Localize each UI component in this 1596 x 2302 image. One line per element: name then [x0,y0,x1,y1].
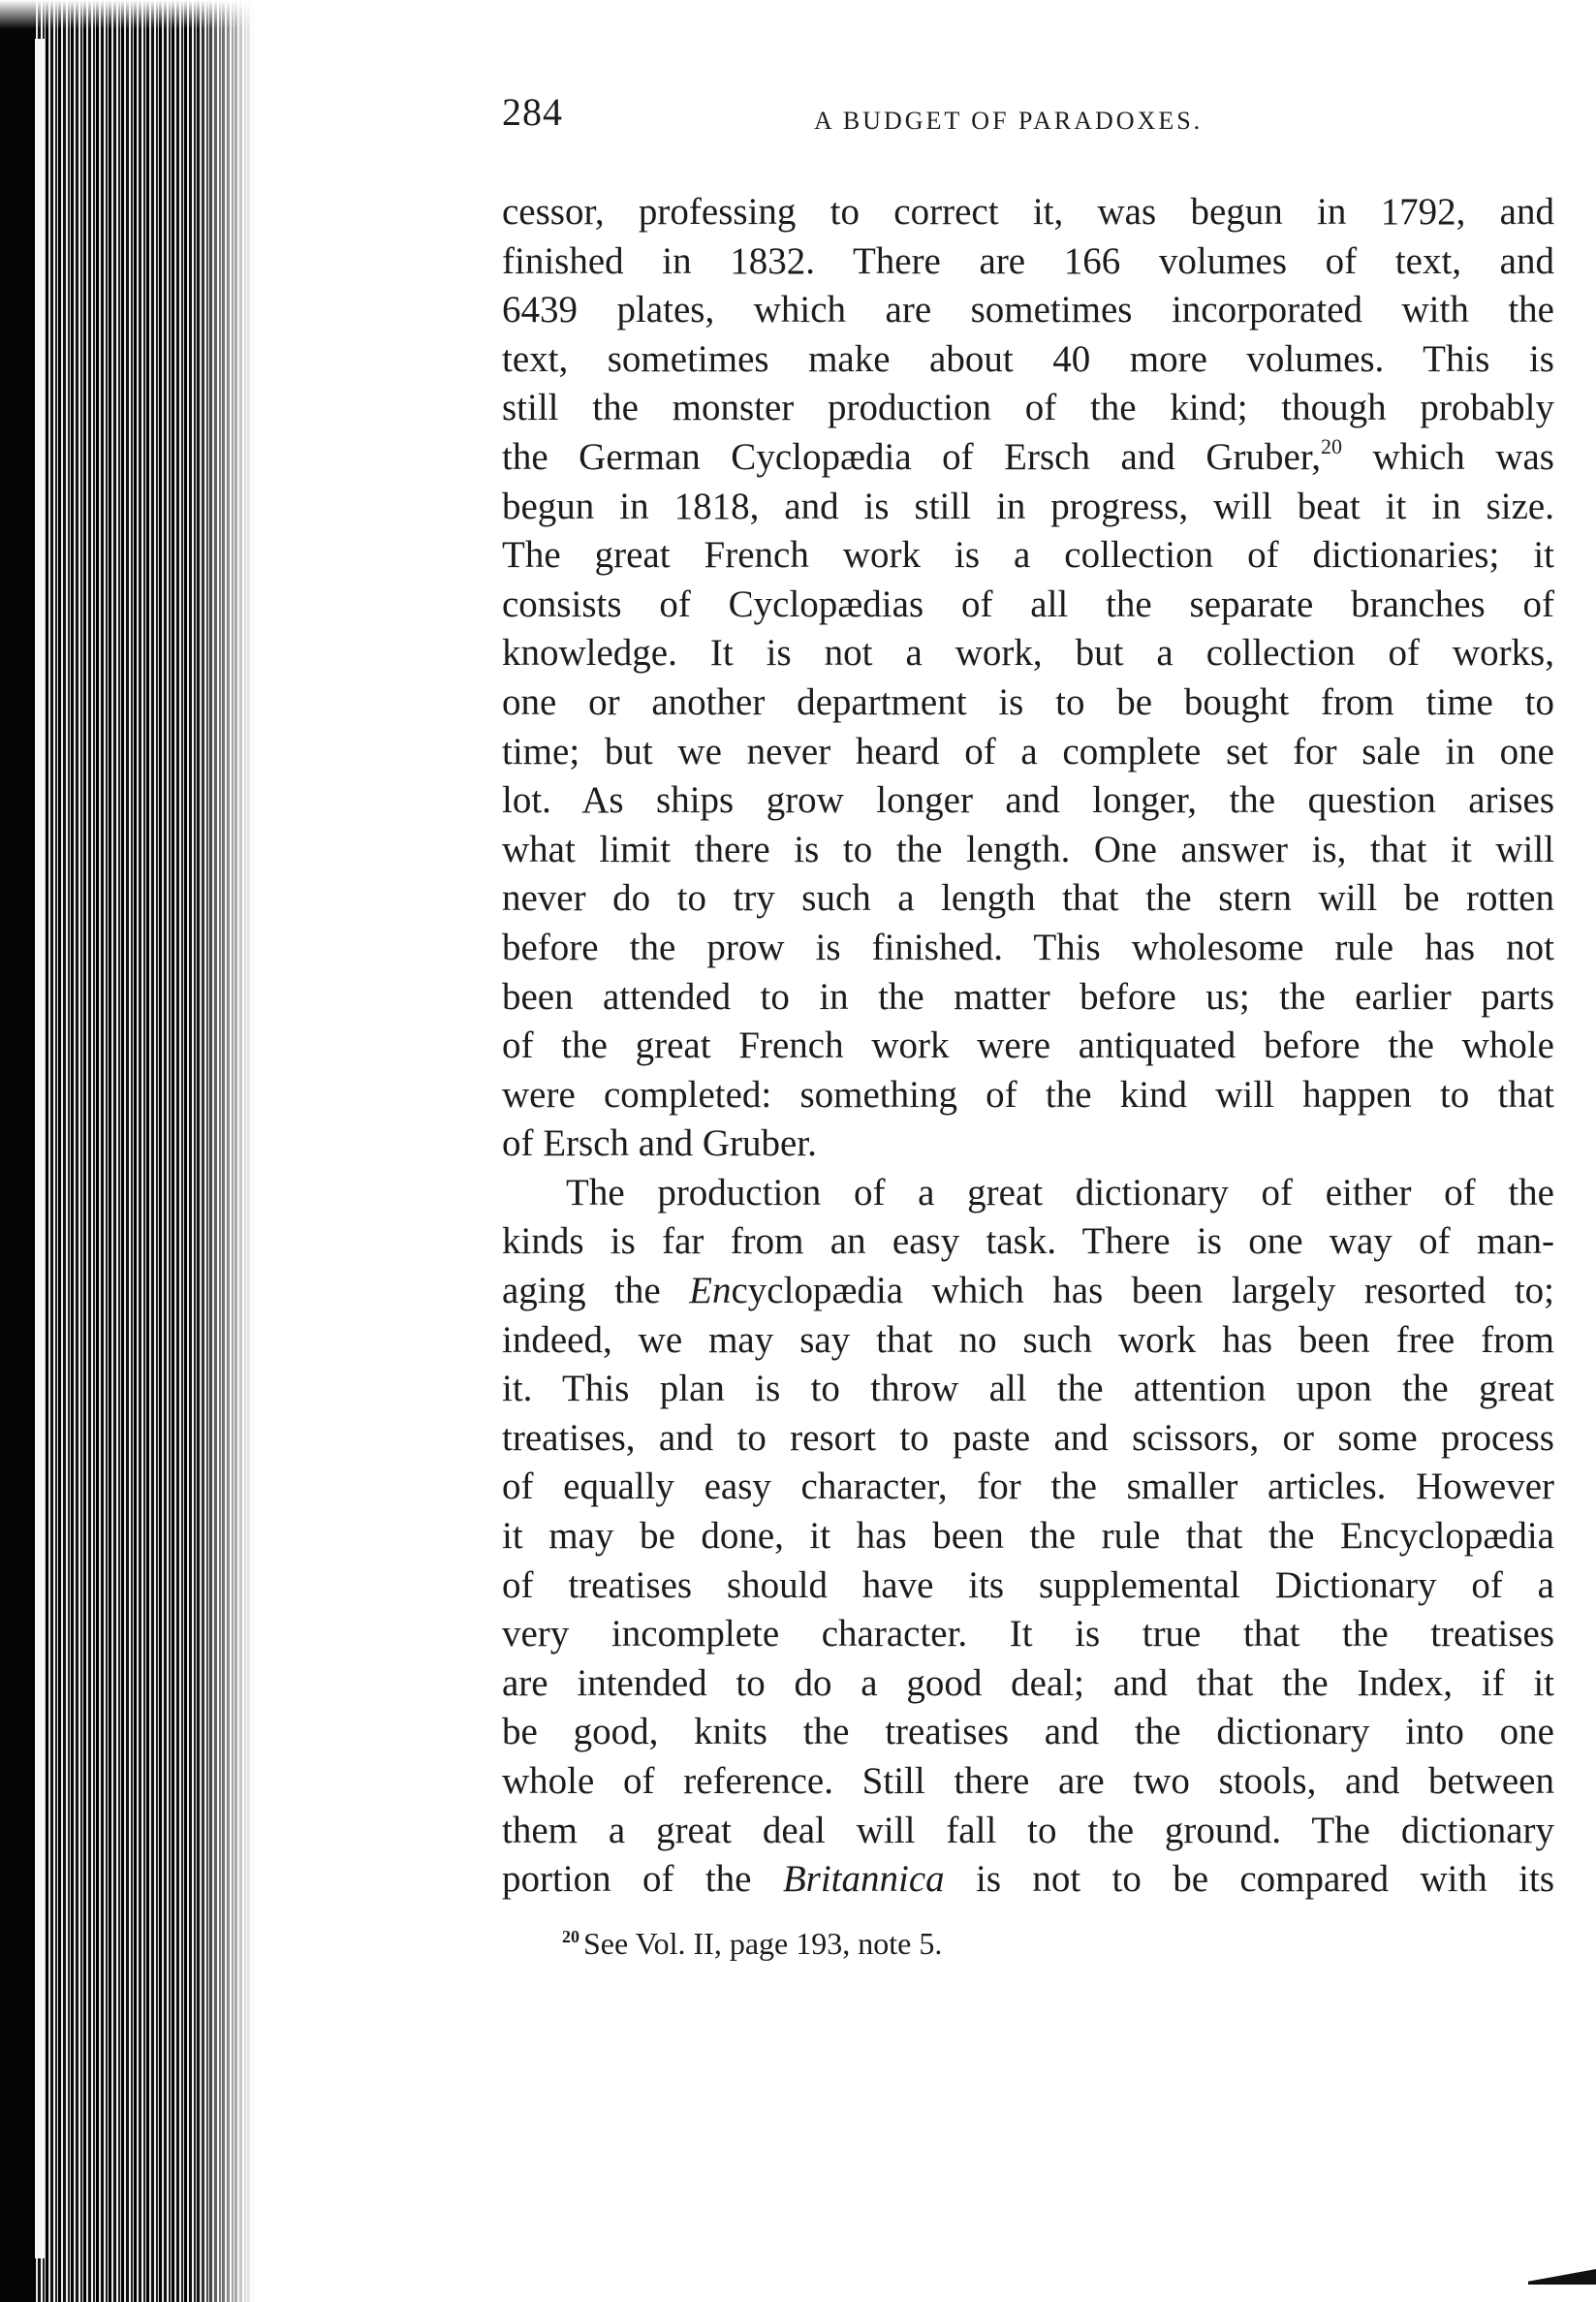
text-line: begun in 1818, and is still in progress, will beat it in size. [502,485,1554,527]
text-line: cessor, professing to correct it, was begun in 1792, and [502,191,1554,233]
text-line: never do to try such a length that the stern will be rotten [502,877,1554,920]
footnote-text: See Vol. II, page 193, note 5. [583,1926,943,1961]
text-line: treatises, and to resort to paste and scissors, or some process [502,1416,1554,1459]
text-line: of the great French work were antiquated before the whole [502,1025,1554,1067]
text-line: what limit there is to the length. One answer is, that it will [502,828,1554,870]
text-segment: is not to be compared with its [944,1858,1554,1901]
text-line: time; but we never heard of a complete set for sale in one [502,730,1554,773]
text-segment: the German Cyclopædia of Ersch and Gruber, [502,435,1321,478]
text-line: of Ersch and Gruber. [502,1122,817,1165]
text-line: it may be done, it has been the rule that the Encyclopædia [502,1515,1554,1558]
page-header [502,89,1553,147]
footnote-mark: 20 [562,1927,579,1946]
text-line: lot. As ships grow longer and longer, the question arises [502,779,1554,822]
text-line: before the prow is finished. This wholesome rule has not [502,926,1554,968]
text-line: were completed: something of the kind will happen to that [502,1073,1554,1116]
footnote-reference: 20 [1320,433,1342,458]
text-line: The production of a great dictionary of either of the [566,1171,1554,1214]
running-head: A BUDGET OF PARADOXES. [814,107,1204,135]
footnote [562,1926,942,1962]
text-line: whole of reference. Still there are two stools, and between [502,1760,1554,1802]
text-line: them a great deal will fall to the ground. The dictionary [502,1809,1554,1851]
page-corner-mark [1528,2269,1596,2285]
italic-text: En [689,1270,732,1312]
text-line: are intended to do a good deal; and that the Index, if it [502,1661,1554,1704]
text-line: of treatises should have its supplemental Dictionary of a [502,1563,1554,1606]
text-line: knowledge. It is not a work, but a collection of works, [502,632,1554,675]
book-edge-highlight [35,39,45,2258]
text-line: be good, knits the treatises and the dictionary into one [502,1711,1554,1753]
body-text [502,188,1554,1905]
text-line: still the monster production of the kind; though probably [502,387,1554,429]
text-line: The great French work is a collection of dictionaries; it [502,534,1554,577]
text-line: 6439 plates, which are sometimes incorporated with the [502,289,1554,331]
text-segment: aging the [502,1270,690,1312]
book-edge-top [0,0,254,29]
text-segment: which was [1341,435,1554,478]
text-line: it. This plan is to throw all the attention upon the great [502,1368,1554,1410]
text-line [502,1267,1554,1316]
text-segment: cyclopædia which has been largely resorted to; [731,1270,1554,1312]
text-line: finished in 1832. There are 166 volumes of text, and [502,239,1554,282]
text-line [502,1855,1554,1905]
text-line [502,433,1554,483]
text-line: consists of Cyclopædias of all the separate branches of [502,583,1554,625]
italic-text: Britannica [782,1858,945,1901]
text-segment: portion of the [502,1858,783,1901]
text-line: of equally easy character, for the smaller articles. However [502,1466,1554,1508]
book-cover-edge [0,0,33,2302]
text-line: been attended to in the matter before us; the earlier parts [502,975,1554,1018]
text-line: very incomplete character. It is true that the treatises [502,1613,1554,1656]
text-line: text, sometimes make about 40 more volumes. This is [502,337,1554,380]
text-line: kinds is far from an easy task. There is one way of man- [502,1220,1554,1263]
page-number: 284 [502,90,563,134]
book-edge-shadow [194,0,254,2302]
text-line: indeed, we may say that no such work has been free from [502,1318,1554,1361]
text-line: one or another department is to be bought from time to [502,680,1554,723]
